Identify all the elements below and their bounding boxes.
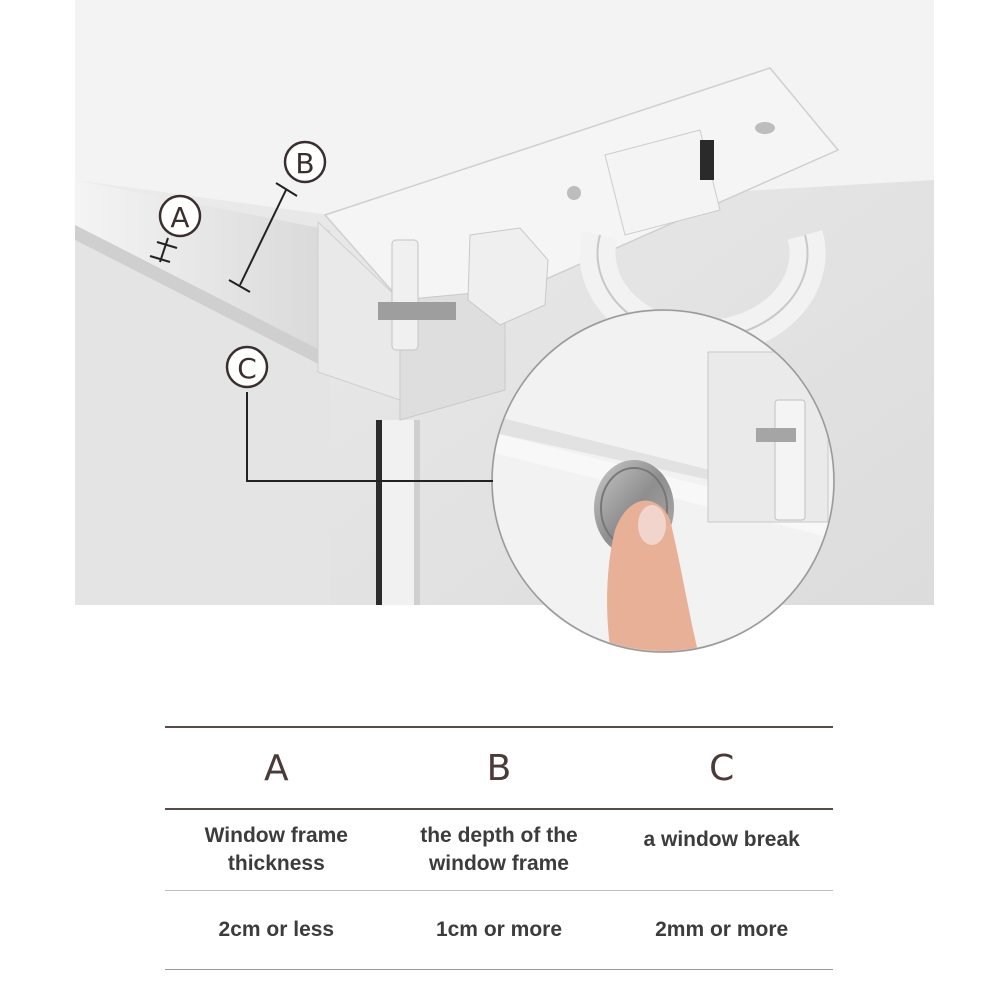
callout-b-label: B bbox=[295, 147, 315, 180]
description-a bbox=[165, 809, 388, 891]
callout-c-label: C bbox=[237, 352, 257, 385]
callout-b bbox=[285, 142, 325, 182]
header-b: B bbox=[388, 727, 611, 809]
description-b-line2: window frame bbox=[428, 852, 569, 875]
header-a: A bbox=[165, 727, 388, 809]
table-row-description bbox=[165, 809, 833, 891]
description-c bbox=[610, 809, 833, 891]
description-b bbox=[388, 809, 611, 891]
spec-table bbox=[165, 726, 833, 970]
description-b-line1: the depth of the bbox=[420, 824, 578, 847]
description-a-line2: thickness bbox=[227, 852, 325, 875]
value-a: 2cm or less bbox=[165, 891, 388, 970]
callout-a bbox=[160, 196, 200, 236]
description-a-line1: Window frame bbox=[204, 824, 348, 847]
callout-c bbox=[227, 347, 267, 387]
table-row-values bbox=[165, 891, 833, 970]
value-c: 2mm or more bbox=[610, 891, 833, 970]
table-header-row bbox=[165, 727, 833, 809]
description-c-line1: a window break bbox=[643, 828, 800, 851]
callout-a-label: A bbox=[170, 201, 190, 234]
header-c: C bbox=[610, 727, 833, 809]
value-b: 1cm or more bbox=[388, 891, 611, 970]
